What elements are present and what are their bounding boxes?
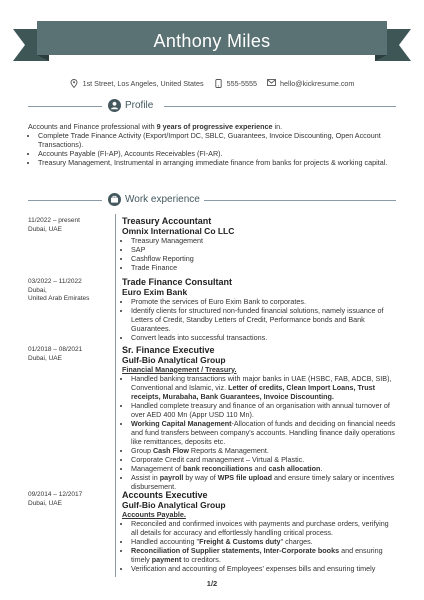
job-dates: 11/2022 – present: [28, 217, 80, 224]
job-bullet: • Handled complete treasury and finance of an organisation with annual turnover of over AED 400 Mn (Appr USD 110 Mn).: [131, 401, 396, 419]
job-dates: 01/2018 – 08/2021: [28, 346, 83, 353]
job-location: United Arab Emirates: [28, 295, 90, 302]
job-location: Dubai, UAE: [28, 225, 62, 233]
job-bullets: [122, 236, 396, 272]
profile-heading: Profile: [125, 100, 154, 111]
phone-icon: [214, 79, 223, 88]
job-details: [122, 217, 396, 272]
job-bullet: • Assist in payroll by way of WPS file upload and ensure timely salary or incentives disbursement.: [131, 473, 396, 491]
divider-right: [204, 200, 396, 201]
intro-bold: 9 years of progressive experience: [156, 122, 273, 131]
job-bullets: [122, 519, 396, 573]
profile-intro: [28, 122, 396, 131]
job-title: Sr. Finance Executive: [122, 345, 215, 355]
job-meta: [28, 278, 112, 304]
job-subhead: Financial Management / Treasury.: [122, 364, 237, 374]
job-bullet: • Treasury Management: [131, 236, 396, 245]
job-dates: 09/2014 – 12/2017: [28, 491, 83, 498]
divider-right: [164, 106, 396, 107]
profile-section-header: [28, 98, 396, 114]
divider-left: [28, 106, 102, 107]
job-details: [122, 491, 396, 573]
address-text: 1st Street, Los Angeles, United States: [82, 79, 204, 88]
profile-list: [28, 131, 396, 167]
location-pin-icon: [70, 79, 79, 88]
company-name: Omnix International Co LLC: [122, 225, 235, 236]
job-details: [122, 278, 396, 342]
job-bullets: [122, 374, 396, 491]
briefcase-icon: [108, 193, 121, 206]
job-bullet: • Handled accounting "Freight & Customs duty" charges.: [131, 537, 396, 546]
job-bullet: • Corporate Credit card management – Virtual & Plastic.: [131, 455, 396, 464]
job-subhead: Accounts Payable.: [122, 509, 186, 519]
job-bullet: • Working Capital Management-Allocation of funds and deciding on financial needs and fund transfers between company's accounts. Handling finance daily operations like remittances, deposits etc.: [131, 419, 396, 446]
job-meta: [28, 217, 112, 234]
company-name: Gulf-Bio Analytical Group: [122, 499, 226, 510]
experience-section-header: [28, 192, 396, 208]
job-bullets: [122, 297, 396, 342]
job-location: Dubai, UAE: [28, 354, 62, 362]
job-title: Treasury Accountant: [122, 216, 212, 226]
page-number: 1/2: [206, 579, 218, 588]
contact-address: [70, 79, 204, 88]
person-icon: [108, 99, 121, 112]
job-meta: [28, 491, 112, 508]
job-details: [122, 346, 396, 491]
job-bullet: • Reconciliation of Supplier statements, Inter-Corporate books and ensuring timely payment to creditors.: [131, 546, 396, 564]
intro-text: Accounts and Finance professional with: [28, 122, 157, 131]
job-bullet: • Promote the services of Euro Exim Bank to corporates.: [131, 297, 396, 306]
candidate-name: Anthony Miles: [153, 31, 271, 51]
contact-email[interactable]: [267, 79, 354, 88]
contact-line: [0, 79, 424, 88]
phone-text: 555-5555: [226, 79, 258, 88]
contact-phone: [214, 79, 257, 88]
job-dates: 03/2022 – 11/2022: [28, 278, 82, 285]
experience-heading: Work experience: [125, 194, 200, 205]
job-location: Dubai, UAE: [28, 499, 62, 507]
job-meta: [28, 346, 112, 363]
job-title: Accounts Executive: [122, 490, 208, 500]
profile-bullet: • Complete Trade Finance Activity (Export/Import DC, SBLC, Guarantees, Invoice Discounting, Open Account Transactions).: [38, 131, 396, 149]
envelope-icon: [267, 79, 276, 88]
profile-bullet: • Accounts Payable (FI-AP), Accounts Receivables (FI-AR).: [38, 149, 396, 158]
timeline-line: [115, 214, 116, 577]
job-bullet: • Cashflow Reporting: [131, 254, 396, 263]
company-name: Euro Exim Bank: [122, 286, 188, 297]
email-text[interactable]: hello@kickresume.com: [280, 79, 355, 88]
name-ribbon: [13, 19, 411, 69]
job-bullet: • Reconciled and confirmed invoices with payments and purchase orders, verifying all details for accuracy and effortlessly handling critical process.: [131, 519, 396, 537]
company-name: Gulf-Bio Analytical Group: [122, 354, 226, 365]
job-title: Trade Finance Consultant: [122, 277, 233, 287]
job-bullet: • Group Cash Flow Reports & Management.: [131, 446, 396, 455]
job-bullet: • Identify clients for structured non-funded financial solutions, namely issuance of Letters of Credit, Standby Letters of Credit, Performance bonds and Bank Guarantees.: [131, 306, 396, 333]
profile-body: [28, 122, 396, 167]
profile-bullet: • Treasury Management, Instrumental in arranging immediate finance from banks for projects & working capital.: [38, 158, 396, 167]
job-bullet: • Trade Finance: [131, 263, 396, 272]
job-bullet: • Verification and accounting of Employees' expenses bills and ensuring timely: [131, 564, 396, 573]
job-bullet: • Handled banking transactions with major banks in UAE (HSBC, FAB, ADCB, SIB), Conventional and Islamic, viz. Letter of credits, Clean Import Loans, Trust receipts, Murabaha, Bank Guarantees, Invoice Discounting.: [131, 374, 396, 401]
job-bullet: • SAP: [131, 245, 396, 254]
job-bullet: • Management of bank reconciliations and cash allocation.: [131, 464, 396, 473]
job-bullet: • Convert leads into successful transactions.: [131, 333, 396, 342]
intro-suffix: in.: [272, 122, 283, 131]
divider-left: [28, 200, 102, 201]
job-location: Dubai,: [28, 286, 47, 294]
